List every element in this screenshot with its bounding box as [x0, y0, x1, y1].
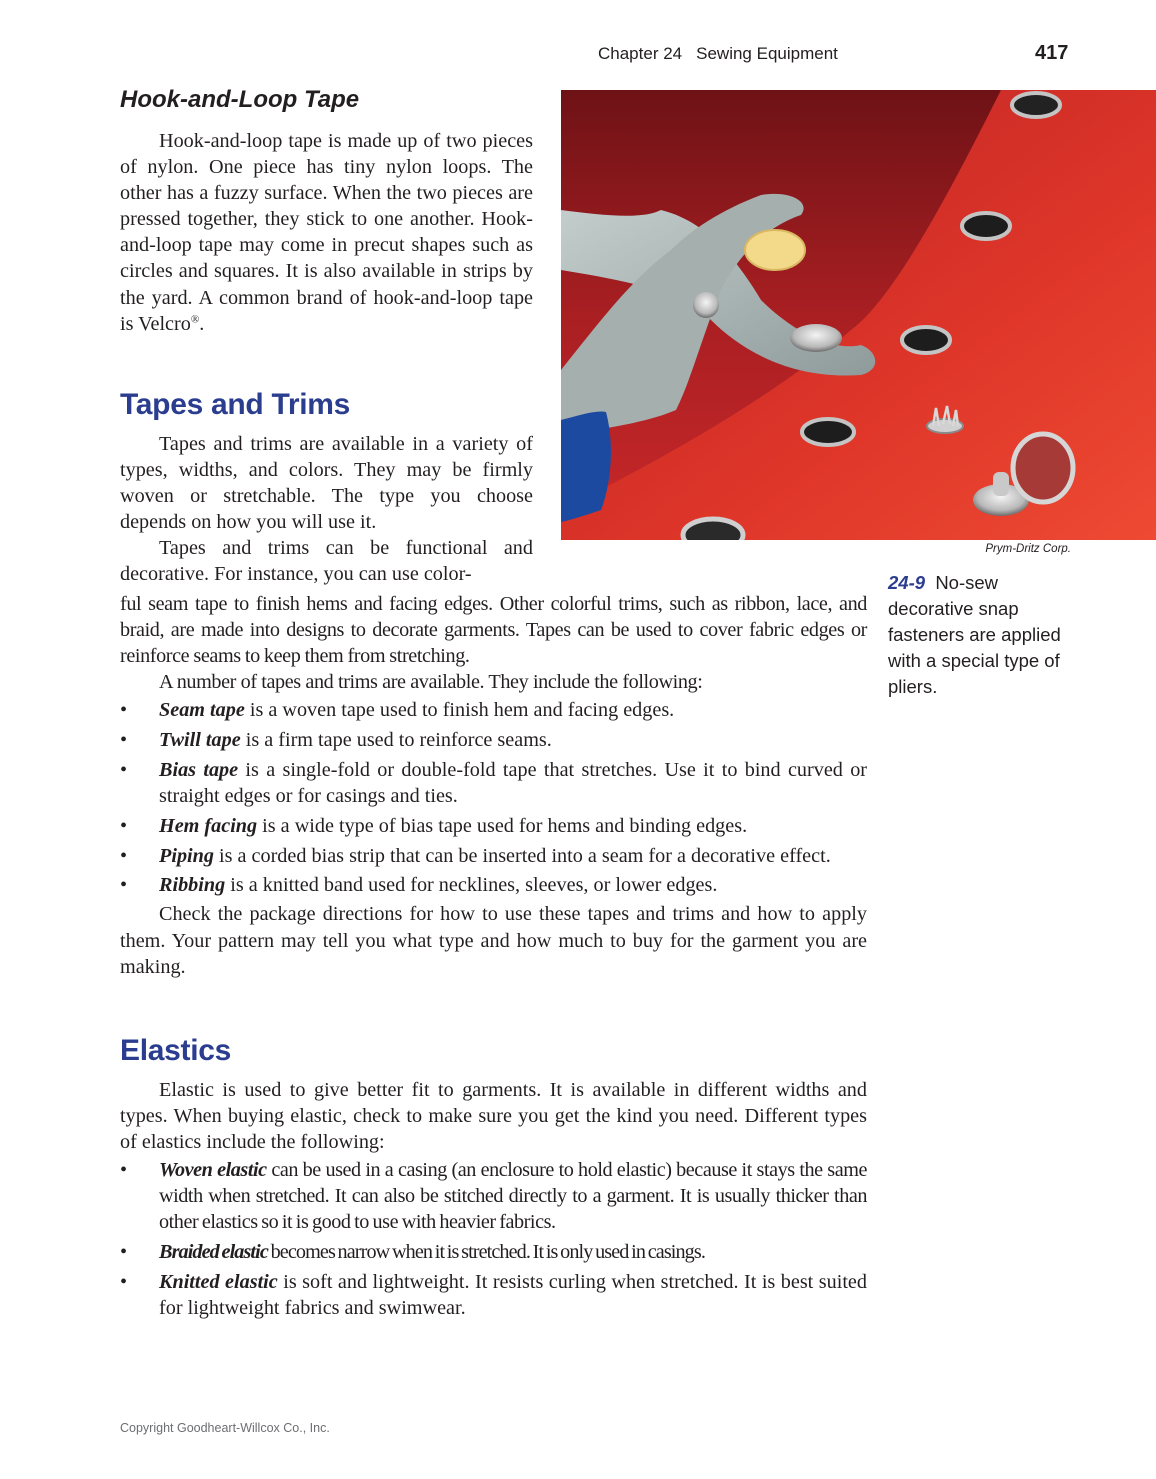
pliers-rivet [693, 292, 719, 318]
paragraph: Tapes and trims can be functional and decorative. For instance, you can use color- [120, 537, 533, 586]
paragraph-continued: ful seam tape to finish hems and facing edges. Other colorful trims, such as ribbon, lace, and braid, are made into designs to decorate garments. Tapes can be used to cover fabric edges or reinforce seams to keep them from stretching. [120, 593, 867, 668]
hook-and-loop-body [120, 128, 533, 337]
figure-number: 24-9 [888, 572, 926, 593]
chapter-label: Chapter 24 [598, 44, 683, 63]
figure-photo [561, 90, 1156, 540]
figure-caption [888, 570, 1088, 700]
snap-in-jaw [790, 324, 842, 352]
list-item: • Hem facing is a wide type of bias tape used for hems and binding edges. [120, 814, 748, 837]
snap-fastener [802, 419, 854, 445]
registered-trademark: ® [190, 312, 200, 325]
list-item: • Seam tape is a woven tape used to finish hem and facing edges. [120, 699, 675, 722]
list-item: • Ribbing is a knitted band used for necklines, sleeves, or lower edges. [120, 874, 718, 897]
list-item: • Twill tape is a firm tape used to reinforce seams. [120, 729, 552, 752]
list-item: • Piping is a corded bias strip that can be inserted into a seam for a decorative effect. [120, 844, 831, 867]
paragraph: Elastic is used to give better fit to garments. It is available in different widths and types. When buying elastic, check to make sure you get the kind you need. Different types of elastics include the following: [120, 1079, 867, 1154]
paragraph: Tapes and trims are available in a variety of types, widths, and colors. They may be firmly woven or stretchable. The type you choose depends on how you will use it. [120, 433, 533, 534]
yellow-die [745, 230, 805, 270]
list-item: • Woven elastic can be used in a casing (an enclosure to hold elastic) because it stays the same width when stretched. It can also be stitched directly to a garment. It is usually thicker than other elastics so it is good to use with heavier fabrics. [120, 1159, 867, 1234]
list-item: • Braided elastic becomes narrow when it is stretched. It is only used in casings. [120, 1241, 705, 1264]
page-number: 417 [1035, 42, 1069, 64]
paragraph: Hook-and-loop tape is made up of two pieces of nylon. One piece has tiny nylon loops. The other has a fuzzy surface. When the two pieces are pressed together, they stick to one another. Hook-and-loop tape may come in precut shapes such as circles and squares. It is also available in strips by the yard. A common brand of hook-and-loop tape is Velcro®. [120, 130, 533, 335]
paragraph: A number of tapes and trims are available. They include the following: [159, 671, 703, 694]
paragraph: Check the package directions for how to use these tapes and trims and how to apply them. Your pattern may tell you what type and how much to buy for the garment you are making. [120, 903, 867, 978]
tapes-and-trims-body-wide [120, 591, 867, 980]
snap-fastener [1012, 93, 1060, 117]
section-heading-hook-and-loop: Hook-and-Loop Tape [120, 86, 360, 113]
section-heading-elastics: Elastics [120, 1034, 232, 1067]
running-head [598, 44, 838, 64]
photo-credit: Prym-Dritz Corp. [985, 543, 1071, 555]
section-heading-tapes-and-trims: Tapes and Trims [120, 388, 351, 421]
list-item: • Bias tape is a single-fold or double-fold tape that stretches. Use it to bind curved or straight edges or for casings and ties. [120, 758, 868, 808]
list-item: • Knitted elastic is soft and lightweight. It resists curling when stretched. It is best suited for lightweight fabrics and swimwear. [120, 1271, 867, 1320]
tapes-list [120, 697, 867, 898]
elastics-body [120, 1077, 867, 1321]
elastics-list [120, 1157, 867, 1321]
snap-fastener [683, 519, 743, 540]
snap-fastener [962, 213, 1010, 239]
snap-fastener [902, 327, 950, 353]
figure-caption-text: No-sew decorative snap fasteners are applied with a special type of pliers. [888, 572, 1061, 697]
chapter-title: Sewing Equipment [696, 44, 838, 63]
tapes-and-trims-body-narrow [120, 431, 533, 588]
copyright-footer: Copyright Goodheart-Willcox Co., Inc. [120, 1421, 330, 1435]
snap-cap-standing [1013, 434, 1073, 502]
snap-stud [993, 472, 1009, 496]
snap-pliers-photo [561, 90, 1156, 540]
